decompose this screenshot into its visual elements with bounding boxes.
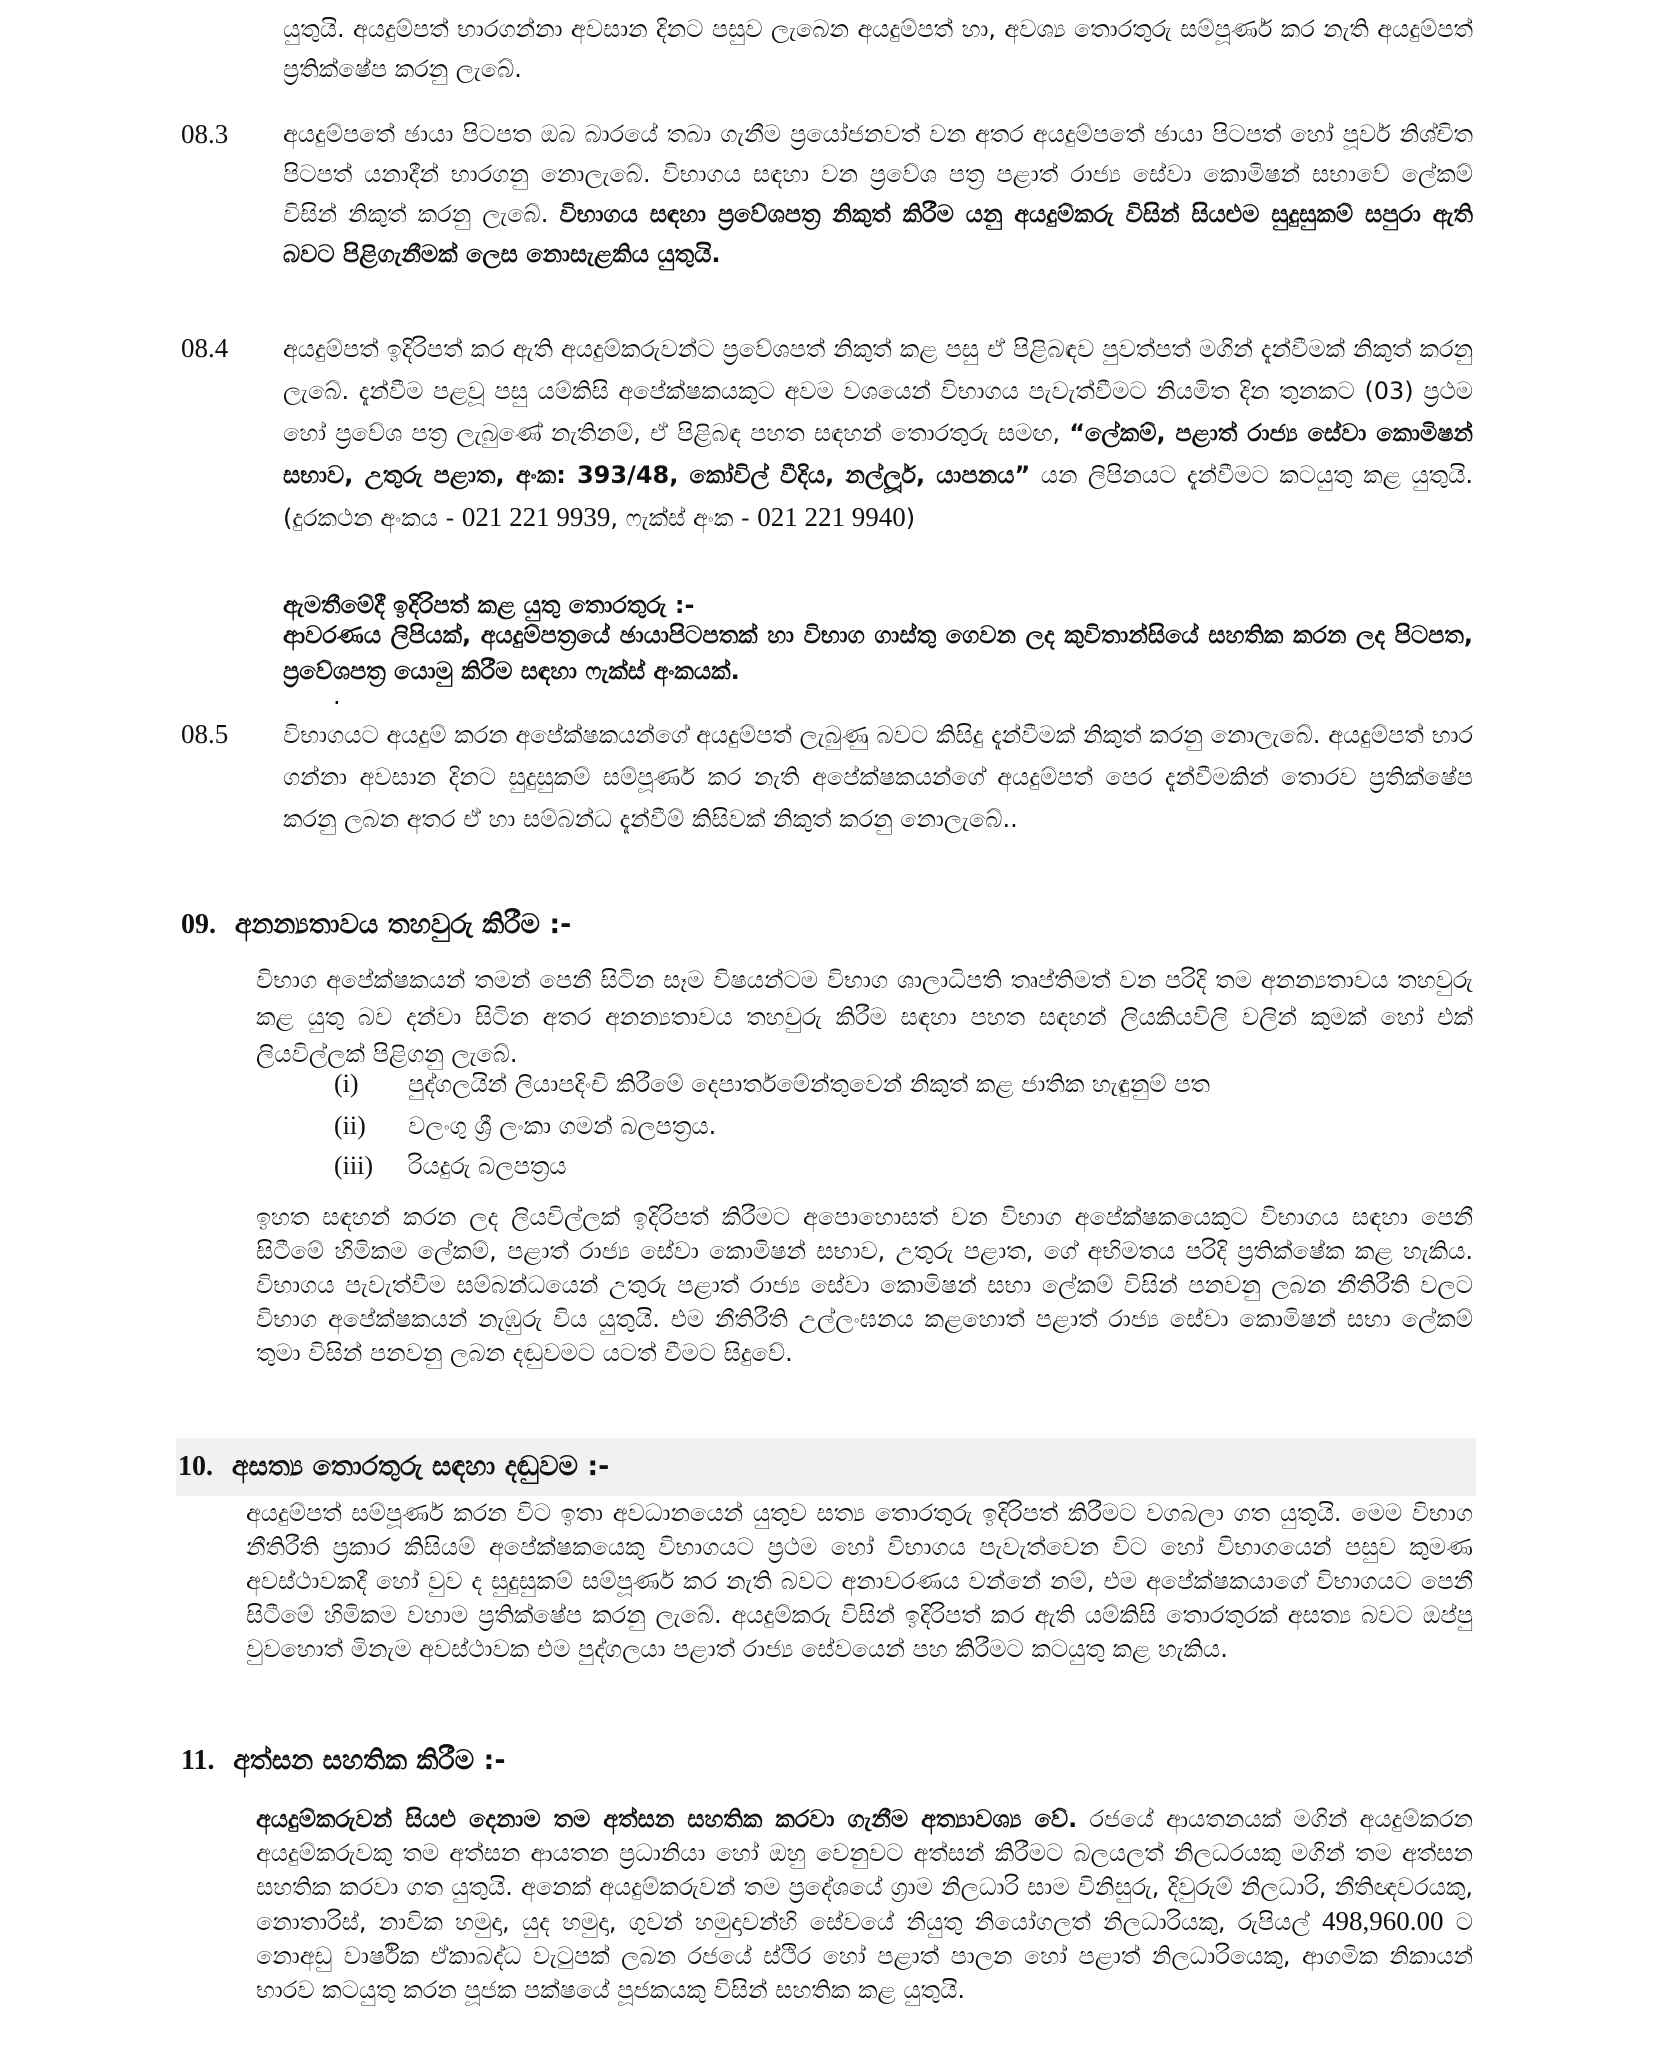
section-08-3-body <box>283 114 1473 274</box>
attachments-text: ආවරණය ලිපියක්, අයදුම්පත්‍රයේ ඡායාපිටපතක් හා විභාග ගාස්තු ගෙවන ලද කුවිතාන්සියේ සහතික කරන ලද පිටපත, ප්‍රවේශපත්‍ර යොමු කිරීම සඳහා ෆැක්ස් අංකයක්. <box>283 621 1473 685</box>
phone-number: 021 221 9939 <box>461 502 611 532</box>
section-11-number: 11. <box>181 1745 215 1776</box>
section-09-outro: ඉහත සඳහන් කරන ලද ලියවිල්ලක් ඉදිරිපත් කිරීමට අපොහොසත් වන විභාග අපේක්ෂකයෙකුට විභාගය සඳහා පෙනී සිටීමේ හිමිකම ලේකම්, පළාත් රාජ්‍ය සේවා කොමිෂන් සභාව, උතුරු පළාත, ගේ අභිමතය පරිදි ප්‍රතික්ෂේක කළ හැකිය. විභාගය පැවැත්වීම සම්බන්ධයෙන් උතුරු පළාත් රාජ්‍ය සේවා කොමිෂන් සභා ලේකම් විසින් පනවනු ලබන නීතිරීති වලට විභාග අපේක්ෂකයන් නැඹුරු විය යුතුයි. එම නීතිරීති උල්ලංඝනය කළහොත් පළාත් රාජ්‍ය සේවා කොමිෂන් සභා ලේකම් තුමා විසින් පනවනු ලබන දඬුවමට යටත් වීමට සිදුවේ. <box>256 1203 1473 1367</box>
attachments-heading: ඇමතීමේදී ඉදිරිපත් කළ යුතු තොරතුරු :- <box>283 591 695 619</box>
section-10-body: අයදුම්පත් සම්පූර්ණ කරන විට ඉතා අවධානයෙන් යුතුව සත්‍ය තොරතුරු ඉදිරිපත් කිරීමට වගබලා ගත යුතුයි. මෙම විභාග නීතිරීති ප්‍රකාර කිසියම් අපේක්ෂකයෙකු විභාගයට ප්‍රථම හෝ විභාගය පැවැත්වෙන විට හෝ විභාගයෙන් පසුව කුමණ අවස්ථාවකදී හෝ වුව ද සුදුසුකම් සම්පූර්ණ කර නැති බවට අනාවරණය වන්නේ නම්, එම අපේක්ෂකයාගේ විභාගයට පෙනී සිටීමේ හිමිකම වහාම ප්‍රතික්ෂේප කරනු ලැබේ. අයදුම්කරු විසින් ඉදිරිපත් කර ඇති යම්කිසි තොරතුරක් අසත්‍ය බවට ඔප්පු වුවහොත් මිනැම අවස්ථාවක එම පුද්ගලයා පළාත් රාජ්‍ය සේවයෙන් පහ කිරීමට කටයුතු කළ හැකිය. <box>246 1499 1473 1663</box>
fax-label: , ෆැක්ස් අංක - <box>610 504 758 532</box>
list-item-text-3: රියදුරු බලපත්‍රය <box>408 1152 567 1180</box>
section-10-number: 10. <box>178 1451 213 1482</box>
section-08-3-number: 08.3 <box>181 119 229 149</box>
section-09-title: අනන්‍යතාවය තහවුරු කිරීම :- <box>234 909 572 940</box>
section-09-intro: විභාග අපේක්ෂකයන් තමන් පෙනී සිටින සෑම විෂයන්ටම විභාග ශාලාධිපති තෘප්තිමත් වන පරිදි තම අනන්‍යතාවය තහවුරු කළ යුතු බව දන්වා සිටින අතර අනන්‍යතාවය තහවුරු කිරීම සඳහා පහත සඳහන් ලියකියවිලි වලින් කුමක් හෝ එක් ලියවිල්ලක් පිළිගනු ලැබේ. <box>256 966 1473 1068</box>
section-10-title: අසත්‍ය තොරතුරු සඳහා දඬුවම :- <box>231 1451 610 1482</box>
section-11-body <box>256 1802 1473 2007</box>
section-11-heading <box>181 1740 506 1782</box>
fax-number: 021 221 9940 <box>757 502 906 532</box>
list-item-number-1: (i) <box>334 1069 359 1098</box>
section-11-text-a: රජයේ ආයතනයක් මගින් අයදුම්කරන අයදුම්කරුවකු තම අත්සන ආයතන ප්‍රධානියා හෝ ඔහු වෙනුවට අත්සන් කිරීමට බලයලත් නිලධරයකු මගින් තම අත්සන සහතික කරවා ගත යුතුයි. අනෙක් අයදුම්කරුවන් තම ප්‍රදේශයේ ග්‍රාම නිලධාරි සාම විනිසුරු, දිවුරුම් නිලධාරි, නීතිඥවරයකු, නොතාරිස්, නාවික හමුදා, යුද හමුදා, ගුවන් හමුදාවන්හි සේවයේ නියුතු නියෝගලත් නිලධාරියකු, රුපියල් <box>256 1805 1473 1936</box>
section-09-number: 09. <box>181 909 216 940</box>
salary-amount: 498,960.00 <box>1321 1906 1444 1936</box>
section-08-5-number: 08.5 <box>181 719 229 749</box>
section-08-4-close: ) <box>905 504 916 532</box>
list-item-number-3: (iii) <box>334 1151 373 1180</box>
section-11-title: අත්සන සහතික කිරීම :- <box>233 1745 506 1776</box>
section-09-heading <box>181 904 571 946</box>
list-item-text-1: පුද්ගලයින් ලියාපදිංචි කිරීමේ දෙපාර්තමේන්තුවෙන් නිකුත් කළ ජාතික හැඳුනුම් පත <box>408 1070 1210 1098</box>
section-08-4-number: 08.4 <box>181 333 229 363</box>
section-08-4-body <box>283 328 1473 539</box>
section-08-3-bold: විභාගය සඳහා ප්‍රවේශපත්‍ර නිකුත් කිරීම යනු අයදුම්කරු විසින් සියළුම සුදුසුකම් සපුරා ඇති බවට පිළිගැනීමක් ලෙස නොසැළකිය යුතුයි. <box>283 200 1474 268</box>
section-10-heading <box>178 1446 609 1488</box>
section-08-4-text: අයදුම්පත් ඉදිරිපත් කර ඇති අයදුම්කරුවන්ට ප්‍රවේශපත් නිකුත් කළ පසු ඒ පිළිබඳව පුවත්පත් මගින් දැන්වීමක් නිකුත් කරනු ලැබේ. දැන්වීම පළවූ පසු යම්කිසි අපේක්ෂකයකුට අවම වශයෙන් විභාගය පැවැත්වීමට නියමිත දින තුනකට (03) ප්‍රථම හෝ ප්‍රවේශ පත්‍ර ලැබුණේ නැතිනම්, ඒ පිළිබඳ පහත සඳහන් තොරතුරු සමඟ, <box>283 335 1473 447</box>
section-08-4-after: යන ලිපිනයට දැන්වීමට කටයුතු කළ යුතුයි. (දුරකථන අංකය - <box>283 461 1474 532</box>
section-08-5-body: විභාගයට අයදුම් කරන අපේක්ෂකයන්ගේ අයදුම්පත් ලැබුණු බවට කිසිදු දැන්වීමක් නිකුත් කරනු නොලැබේ. අයදුම්පත් භාර ගන්නා අවසාන දිනට සුදුසුකම් සම්පූර්ණ කර නැති අපේක්ෂකයන්ගේ අයදුම්පත් පෙර දැන්වීමකින් තොරව ප්‍රතික්ෂේප කරනු ලබන අතර ඒ හා සම්බන්ධ දැන්වීම් කිසිවක් නිකුත් කරනු නොලැබේ.. <box>283 721 1473 833</box>
section-11-text-b: ට නොඅඩු වාර්ෂික ඒකාබද්ධ වැටුපක් ලබන රජයේ ස්ථිර හෝ පළාත් පාලන හෝ පළාත් නිලධාරියෙකු, ආගමික නිකායන් භාරව කටයුතු කරන පූජක පක්ෂයේ පූජකයකු විසින් සහතික කළ යුතුයි. <box>256 1908 1473 2004</box>
section-08-3-text: අයදුම්පතේ ඡායා පිටපත ඔබ බාරයේ තබා ගැනීම ප්‍රයෝජනවත් වන අතර අයදුම්පතේ ඡායා පිටපත් හෝ පූර්ව නිශ්චිත පිටපත් යනාදීන් භාරගනු නොලැබේ. විභාගය සඳහා වන ප්‍රවේශ පත්‍ර පළාත් රාජ්‍ය සේවා කොමිෂන් සභාවේ ලේකම් විසින් නිකුත් කරනු ලැබේ. <box>283 120 1473 228</box>
section-11-bold: අයදුම්කරුවන් සියළු දෙනාම තම අත්සන සහතික කරවා ගැනීම අත්‍යාවශ්‍ය වේ. <box>256 1805 1078 1833</box>
list-item-number-2: (ii) <box>334 1111 366 1140</box>
stray-dot: . <box>333 682 341 710</box>
list-item-text-2: වලංගු ශ්‍රී ලංකා ගමන් බලපත්‍රය. <box>408 1112 717 1140</box>
section-08-2-tail: යුතුයි. අයදුම්පත් භාරගන්නා අවසාන දිනට පසුව ලැබෙන අයදුම්පත් හා, අවශ්‍ය තොරතුරු සම්පූර්ණ කර නැති අයදුම්පත් ප්‍රතික්ෂේප කරනු ලැබේ. <box>283 15 1473 83</box>
section-08-4-address: “ලේකම්, පළාත් රාජ්‍ය සේවා කොමිෂන් සභාව, උතුරු පළාත, අංක: 393/48, කෝවිල් වීදිය, නල්ලූර්, යාපනය” <box>283 419 1473 489</box>
